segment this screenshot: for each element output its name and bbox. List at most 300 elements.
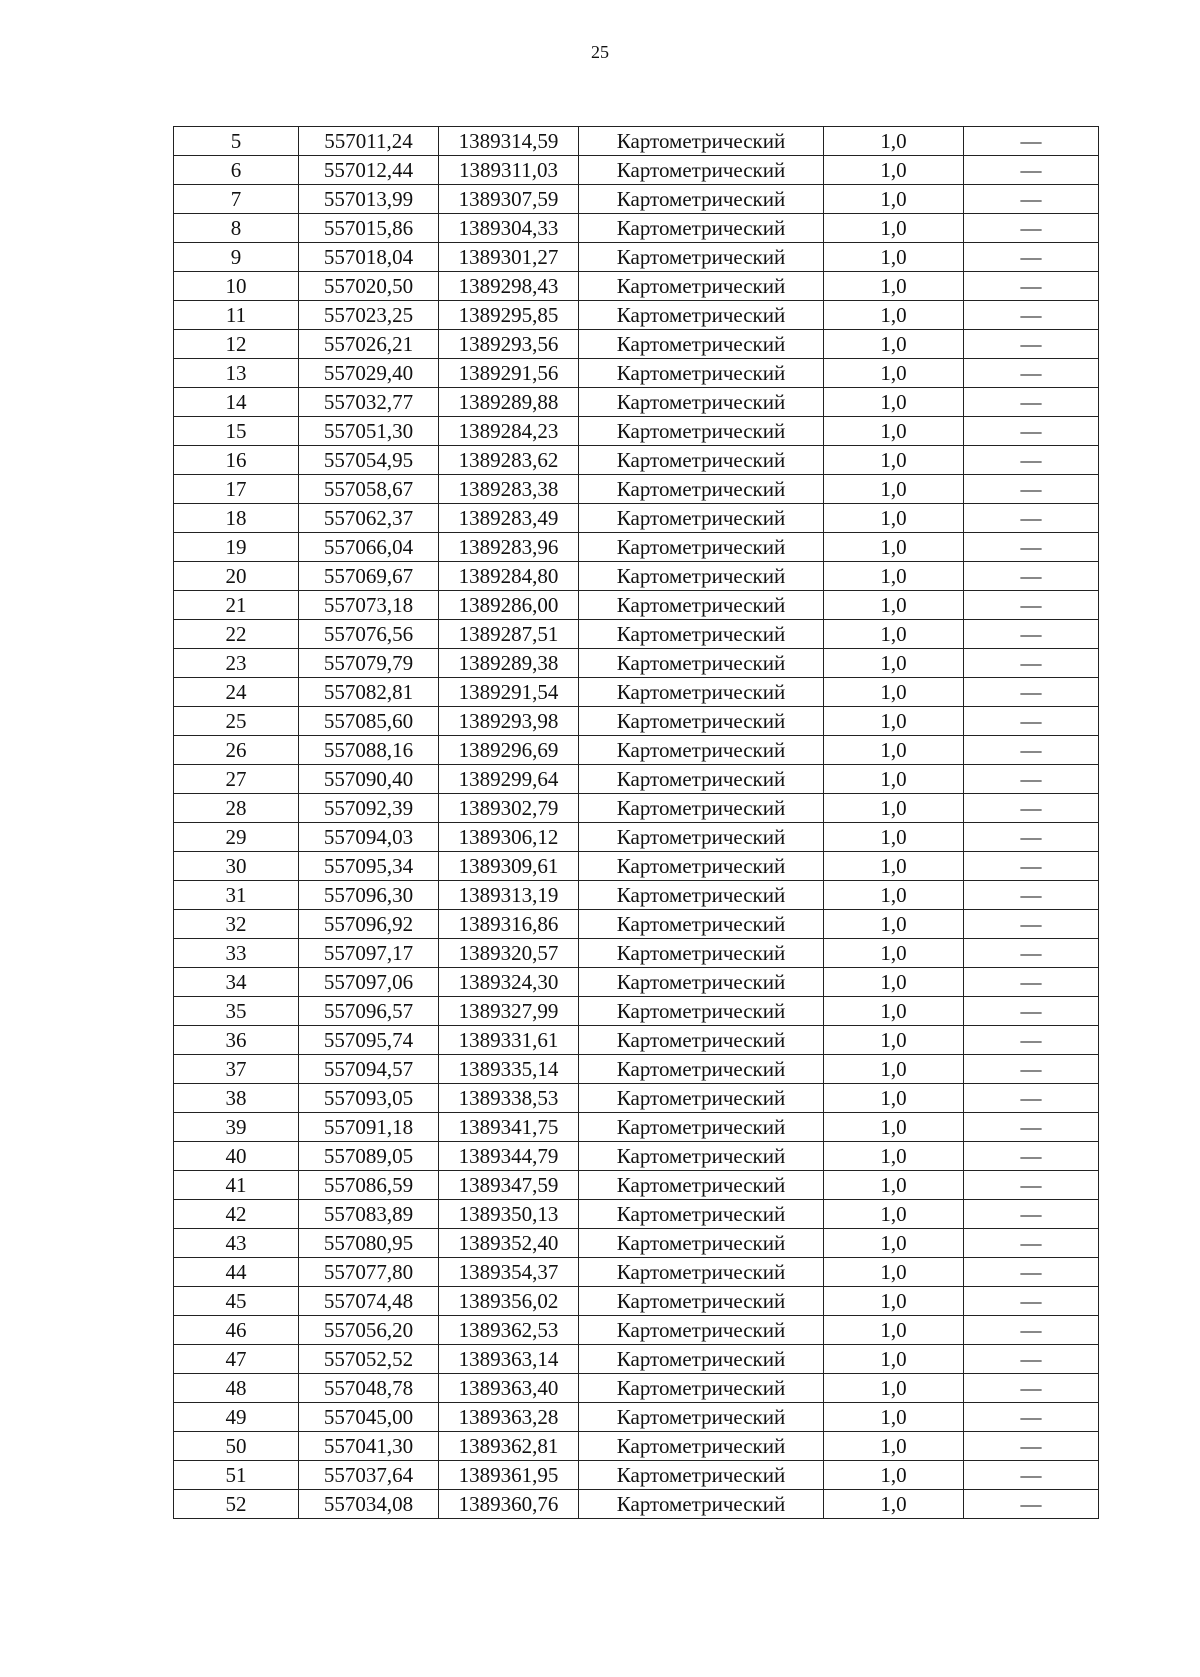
accuracy-cell: 1,0 bbox=[824, 504, 964, 533]
point-number-cell: 27 bbox=[174, 765, 299, 794]
x-coordinate-cell: 557026,21 bbox=[299, 330, 439, 359]
x-coordinate-cell: 557090,40 bbox=[299, 765, 439, 794]
accuracy-cell: 1,0 bbox=[824, 1055, 964, 1084]
y-coordinate-cell: 1389341,75 bbox=[439, 1113, 579, 1142]
accuracy-cell: 1,0 bbox=[824, 1084, 964, 1113]
description-cell: — bbox=[964, 1316, 1099, 1345]
accuracy-cell: 1,0 bbox=[824, 562, 964, 591]
table-row bbox=[174, 939, 1099, 968]
x-coordinate-cell: 557041,30 bbox=[299, 1432, 439, 1461]
table-body bbox=[174, 127, 1099, 1519]
x-coordinate-cell: 557097,17 bbox=[299, 939, 439, 968]
table-row bbox=[174, 1432, 1099, 1461]
point-number-cell: 33 bbox=[174, 939, 299, 968]
table-row bbox=[174, 910, 1099, 939]
method-cell: Картометрический bbox=[579, 1345, 824, 1374]
x-coordinate-cell: 557076,56 bbox=[299, 620, 439, 649]
point-number-cell: 38 bbox=[174, 1084, 299, 1113]
method-cell: Картометрический bbox=[579, 1432, 824, 1461]
y-coordinate-cell: 1389284,23 bbox=[439, 417, 579, 446]
description-cell: — bbox=[964, 1287, 1099, 1316]
description-cell: — bbox=[964, 1490, 1099, 1519]
x-coordinate-cell: 557085,60 bbox=[299, 707, 439, 736]
table-row bbox=[174, 1055, 1099, 1084]
table-row bbox=[174, 1113, 1099, 1142]
x-coordinate-cell: 557083,89 bbox=[299, 1200, 439, 1229]
method-cell: Картометрический bbox=[579, 591, 824, 620]
table-row bbox=[174, 301, 1099, 330]
x-coordinate-cell: 557054,95 bbox=[299, 446, 439, 475]
table-row bbox=[174, 185, 1099, 214]
accuracy-cell: 1,0 bbox=[824, 765, 964, 794]
description-cell: — bbox=[964, 823, 1099, 852]
y-coordinate-cell: 1389286,00 bbox=[439, 591, 579, 620]
description-cell: — bbox=[964, 1258, 1099, 1287]
description-cell: — bbox=[964, 533, 1099, 562]
description-cell: — bbox=[964, 417, 1099, 446]
accuracy-cell: 1,0 bbox=[824, 243, 964, 272]
y-coordinate-cell: 1389363,14 bbox=[439, 1345, 579, 1374]
point-number-cell: 16 bbox=[174, 446, 299, 475]
method-cell: Картометрический bbox=[579, 1113, 824, 1142]
x-coordinate-cell: 557096,57 bbox=[299, 997, 439, 1026]
y-coordinate-cell: 1389289,88 bbox=[439, 388, 579, 417]
table-row bbox=[174, 475, 1099, 504]
table-row bbox=[174, 736, 1099, 765]
accuracy-cell: 1,0 bbox=[824, 301, 964, 330]
point-number-cell: 5 bbox=[174, 127, 299, 156]
method-cell: Картометрический bbox=[579, 446, 824, 475]
y-coordinate-cell: 1389344,79 bbox=[439, 1142, 579, 1171]
accuracy-cell: 1,0 bbox=[824, 185, 964, 214]
method-cell: Картометрический bbox=[579, 678, 824, 707]
x-coordinate-cell: 557018,04 bbox=[299, 243, 439, 272]
y-coordinate-cell: 1389293,98 bbox=[439, 707, 579, 736]
description-cell: — bbox=[964, 620, 1099, 649]
accuracy-cell: 1,0 bbox=[824, 823, 964, 852]
description-cell: — bbox=[964, 1374, 1099, 1403]
x-coordinate-cell: 557095,34 bbox=[299, 852, 439, 881]
point-number-cell: 47 bbox=[174, 1345, 299, 1374]
method-cell: Картометрический bbox=[579, 1142, 824, 1171]
method-cell: Картометрический bbox=[579, 1287, 824, 1316]
y-coordinate-cell: 1389316,86 bbox=[439, 910, 579, 939]
y-coordinate-cell: 1389289,38 bbox=[439, 649, 579, 678]
y-coordinate-cell: 1389307,59 bbox=[439, 185, 579, 214]
y-coordinate-cell: 1389309,61 bbox=[439, 852, 579, 881]
y-coordinate-cell: 1389360,76 bbox=[439, 1490, 579, 1519]
description-cell: — bbox=[964, 852, 1099, 881]
description-cell: — bbox=[964, 765, 1099, 794]
point-number-cell: 21 bbox=[174, 591, 299, 620]
description-cell: — bbox=[964, 968, 1099, 997]
point-number-cell: 18 bbox=[174, 504, 299, 533]
method-cell: Картометрический bbox=[579, 910, 824, 939]
y-coordinate-cell: 1389331,61 bbox=[439, 1026, 579, 1055]
y-coordinate-cell: 1389283,49 bbox=[439, 504, 579, 533]
accuracy-cell: 1,0 bbox=[824, 649, 964, 678]
point-number-cell: 25 bbox=[174, 707, 299, 736]
y-coordinate-cell: 1389314,59 bbox=[439, 127, 579, 156]
method-cell: Картометрический bbox=[579, 852, 824, 881]
accuracy-cell: 1,0 bbox=[824, 591, 964, 620]
y-coordinate-cell: 1389283,38 bbox=[439, 475, 579, 504]
point-number-cell: 9 bbox=[174, 243, 299, 272]
point-number-cell: 49 bbox=[174, 1403, 299, 1432]
x-coordinate-cell: 557023,25 bbox=[299, 301, 439, 330]
method-cell: Картометрический bbox=[579, 707, 824, 736]
method-cell: Картометрический bbox=[579, 736, 824, 765]
x-coordinate-cell: 557095,74 bbox=[299, 1026, 439, 1055]
y-coordinate-cell: 1389283,96 bbox=[439, 533, 579, 562]
y-coordinate-cell: 1389327,99 bbox=[439, 997, 579, 1026]
point-number-cell: 30 bbox=[174, 852, 299, 881]
description-cell: — bbox=[964, 330, 1099, 359]
point-number-cell: 39 bbox=[174, 1113, 299, 1142]
table-row bbox=[174, 1026, 1099, 1055]
x-coordinate-cell: 557093,05 bbox=[299, 1084, 439, 1113]
description-cell: — bbox=[964, 214, 1099, 243]
y-coordinate-cell: 1389298,43 bbox=[439, 272, 579, 301]
x-coordinate-cell: 557011,24 bbox=[299, 127, 439, 156]
x-coordinate-cell: 557015,86 bbox=[299, 214, 439, 243]
accuracy-cell: 1,0 bbox=[824, 968, 964, 997]
method-cell: Картометрический bbox=[579, 1171, 824, 1200]
point-number-cell: 28 bbox=[174, 794, 299, 823]
description-cell: — bbox=[964, 1200, 1099, 1229]
y-coordinate-cell: 1389361,95 bbox=[439, 1461, 579, 1490]
method-cell: Картометрический bbox=[579, 388, 824, 417]
table-row bbox=[174, 794, 1099, 823]
method-cell: Картометрический bbox=[579, 214, 824, 243]
description-cell: — bbox=[964, 591, 1099, 620]
method-cell: Картометрический bbox=[579, 127, 824, 156]
description-cell: — bbox=[964, 1084, 1099, 1113]
description-cell: — bbox=[964, 301, 1099, 330]
table-row bbox=[174, 1461, 1099, 1490]
point-number-cell: 45 bbox=[174, 1287, 299, 1316]
method-cell: Картометрический bbox=[579, 504, 824, 533]
table-row bbox=[174, 1084, 1099, 1113]
x-coordinate-cell: 557089,05 bbox=[299, 1142, 439, 1171]
x-coordinate-cell: 557056,20 bbox=[299, 1316, 439, 1345]
table-row bbox=[174, 1374, 1099, 1403]
point-number-cell: 22 bbox=[174, 620, 299, 649]
x-coordinate-cell: 557048,78 bbox=[299, 1374, 439, 1403]
table-row bbox=[174, 330, 1099, 359]
point-number-cell: 19 bbox=[174, 533, 299, 562]
x-coordinate-cell: 557073,18 bbox=[299, 591, 439, 620]
y-coordinate-cell: 1389295,85 bbox=[439, 301, 579, 330]
x-coordinate-cell: 557066,04 bbox=[299, 533, 439, 562]
description-cell: — bbox=[964, 272, 1099, 301]
x-coordinate-cell: 557037,64 bbox=[299, 1461, 439, 1490]
table-row bbox=[174, 1142, 1099, 1171]
accuracy-cell: 1,0 bbox=[824, 446, 964, 475]
description-cell: — bbox=[964, 1432, 1099, 1461]
y-coordinate-cell: 1389302,79 bbox=[439, 794, 579, 823]
table-row bbox=[174, 446, 1099, 475]
method-cell: Картометрический bbox=[579, 649, 824, 678]
x-coordinate-cell: 557012,44 bbox=[299, 156, 439, 185]
point-number-cell: 12 bbox=[174, 330, 299, 359]
accuracy-cell: 1,0 bbox=[824, 533, 964, 562]
y-coordinate-cell: 1389362,53 bbox=[439, 1316, 579, 1345]
description-cell: — bbox=[964, 794, 1099, 823]
point-number-cell: 6 bbox=[174, 156, 299, 185]
method-cell: Картометрический bbox=[579, 1200, 824, 1229]
method-cell: Картометрический bbox=[579, 1055, 824, 1084]
point-number-cell: 20 bbox=[174, 562, 299, 591]
y-coordinate-cell: 1389306,12 bbox=[439, 823, 579, 852]
description-cell: — bbox=[964, 243, 1099, 272]
accuracy-cell: 1,0 bbox=[824, 794, 964, 823]
method-cell: Картометрический bbox=[579, 272, 824, 301]
x-coordinate-cell: 557096,92 bbox=[299, 910, 439, 939]
description-cell: — bbox=[964, 475, 1099, 504]
y-coordinate-cell: 1389352,40 bbox=[439, 1229, 579, 1258]
y-coordinate-cell: 1389291,54 bbox=[439, 678, 579, 707]
accuracy-cell: 1,0 bbox=[824, 1461, 964, 1490]
x-coordinate-cell: 557029,40 bbox=[299, 359, 439, 388]
description-cell: — bbox=[964, 446, 1099, 475]
description-cell: — bbox=[964, 388, 1099, 417]
table-row bbox=[174, 852, 1099, 881]
y-coordinate-cell: 1389347,59 bbox=[439, 1171, 579, 1200]
x-coordinate-cell: 557092,39 bbox=[299, 794, 439, 823]
point-number-cell: 48 bbox=[174, 1374, 299, 1403]
table-row bbox=[174, 1403, 1099, 1432]
table-row bbox=[174, 968, 1099, 997]
table-row bbox=[174, 417, 1099, 446]
point-number-cell: 40 bbox=[174, 1142, 299, 1171]
accuracy-cell: 1,0 bbox=[824, 1287, 964, 1316]
method-cell: Картометрический bbox=[579, 794, 824, 823]
coordinates-table bbox=[173, 126, 1099, 1519]
x-coordinate-cell: 557062,37 bbox=[299, 504, 439, 533]
x-coordinate-cell: 557088,16 bbox=[299, 736, 439, 765]
point-number-cell: 52 bbox=[174, 1490, 299, 1519]
method-cell: Картометрический bbox=[579, 1229, 824, 1258]
x-coordinate-cell: 557051,30 bbox=[299, 417, 439, 446]
y-coordinate-cell: 1389356,02 bbox=[439, 1287, 579, 1316]
method-cell: Картометрический bbox=[579, 1403, 824, 1432]
method-cell: Картометрический bbox=[579, 1490, 824, 1519]
table-row bbox=[174, 765, 1099, 794]
table-row bbox=[174, 881, 1099, 910]
description-cell: — bbox=[964, 1113, 1099, 1142]
point-number-cell: 46 bbox=[174, 1316, 299, 1345]
point-number-cell: 32 bbox=[174, 910, 299, 939]
table-row bbox=[174, 1316, 1099, 1345]
x-coordinate-cell: 557097,06 bbox=[299, 968, 439, 997]
table-row bbox=[174, 649, 1099, 678]
method-cell: Картометрический bbox=[579, 562, 824, 591]
y-coordinate-cell: 1389324,30 bbox=[439, 968, 579, 997]
x-coordinate-cell: 557052,52 bbox=[299, 1345, 439, 1374]
method-cell: Картометрический bbox=[579, 939, 824, 968]
description-cell: — bbox=[964, 678, 1099, 707]
y-coordinate-cell: 1389350,13 bbox=[439, 1200, 579, 1229]
table-row bbox=[174, 272, 1099, 301]
accuracy-cell: 1,0 bbox=[824, 1026, 964, 1055]
x-coordinate-cell: 557091,18 bbox=[299, 1113, 439, 1142]
page-number: 25 bbox=[591, 42, 609, 62]
method-cell: Картометрический bbox=[579, 1374, 824, 1403]
method-cell: Картометрический bbox=[579, 823, 824, 852]
x-coordinate-cell: 557094,57 bbox=[299, 1055, 439, 1084]
accuracy-cell: 1,0 bbox=[824, 1490, 964, 1519]
description-cell: — bbox=[964, 185, 1099, 214]
point-number-cell: 41 bbox=[174, 1171, 299, 1200]
x-coordinate-cell: 557077,80 bbox=[299, 1258, 439, 1287]
method-cell: Картометрический bbox=[579, 475, 824, 504]
accuracy-cell: 1,0 bbox=[824, 1200, 964, 1229]
table-row bbox=[174, 127, 1099, 156]
table-row bbox=[174, 388, 1099, 417]
accuracy-cell: 1,0 bbox=[824, 1432, 964, 1461]
description-cell: — bbox=[964, 1171, 1099, 1200]
description-cell: — bbox=[964, 736, 1099, 765]
method-cell: Картометрический bbox=[579, 330, 824, 359]
accuracy-cell: 1,0 bbox=[824, 910, 964, 939]
x-coordinate-cell: 557069,67 bbox=[299, 562, 439, 591]
x-coordinate-cell: 557074,48 bbox=[299, 1287, 439, 1316]
accuracy-cell: 1,0 bbox=[824, 1316, 964, 1345]
point-number-cell: 37 bbox=[174, 1055, 299, 1084]
x-coordinate-cell: 557086,59 bbox=[299, 1171, 439, 1200]
accuracy-cell: 1,0 bbox=[824, 707, 964, 736]
point-number-cell: 10 bbox=[174, 272, 299, 301]
point-number-cell: 13 bbox=[174, 359, 299, 388]
y-coordinate-cell: 1389293,56 bbox=[439, 330, 579, 359]
method-cell: Картометрический bbox=[579, 1258, 824, 1287]
table-row bbox=[174, 156, 1099, 185]
x-coordinate-cell: 557079,79 bbox=[299, 649, 439, 678]
table-row bbox=[174, 1490, 1099, 1519]
table-row bbox=[174, 359, 1099, 388]
accuracy-cell: 1,0 bbox=[824, 620, 964, 649]
description-cell: — bbox=[964, 359, 1099, 388]
point-number-cell: 15 bbox=[174, 417, 299, 446]
y-coordinate-cell: 1389335,14 bbox=[439, 1055, 579, 1084]
table-row bbox=[174, 1287, 1099, 1316]
point-number-cell: 14 bbox=[174, 388, 299, 417]
point-number-cell: 34 bbox=[174, 968, 299, 997]
accuracy-cell: 1,0 bbox=[824, 359, 964, 388]
x-coordinate-cell: 557080,95 bbox=[299, 1229, 439, 1258]
y-coordinate-cell: 1389296,69 bbox=[439, 736, 579, 765]
method-cell: Картометрический bbox=[579, 1316, 824, 1345]
description-cell: — bbox=[964, 127, 1099, 156]
table-row bbox=[174, 591, 1099, 620]
description-cell: — bbox=[964, 707, 1099, 736]
table-row bbox=[174, 997, 1099, 1026]
table-row bbox=[174, 504, 1099, 533]
point-number-cell: 17 bbox=[174, 475, 299, 504]
accuracy-cell: 1,0 bbox=[824, 330, 964, 359]
accuracy-cell: 1,0 bbox=[824, 736, 964, 765]
method-cell: Картометрический bbox=[579, 620, 824, 649]
y-coordinate-cell: 1389311,03 bbox=[439, 156, 579, 185]
method-cell: Картометрический bbox=[579, 968, 824, 997]
method-cell: Картометрический bbox=[579, 1461, 824, 1490]
y-coordinate-cell: 1389320,57 bbox=[439, 939, 579, 968]
accuracy-cell: 1,0 bbox=[824, 156, 964, 185]
description-cell: — bbox=[964, 910, 1099, 939]
accuracy-cell: 1,0 bbox=[824, 272, 964, 301]
accuracy-cell: 1,0 bbox=[824, 1345, 964, 1374]
method-cell: Картометрический bbox=[579, 881, 824, 910]
accuracy-cell: 1,0 bbox=[824, 1171, 964, 1200]
y-coordinate-cell: 1389362,81 bbox=[439, 1432, 579, 1461]
x-coordinate-cell: 557058,67 bbox=[299, 475, 439, 504]
y-coordinate-cell: 1389299,64 bbox=[439, 765, 579, 794]
accuracy-cell: 1,0 bbox=[824, 678, 964, 707]
point-number-cell: 8 bbox=[174, 214, 299, 243]
table-row bbox=[174, 562, 1099, 591]
description-cell: — bbox=[964, 881, 1099, 910]
description-cell: — bbox=[964, 1461, 1099, 1490]
table-row bbox=[174, 620, 1099, 649]
method-cell: Картометрический bbox=[579, 156, 824, 185]
table-row bbox=[174, 243, 1099, 272]
description-cell: — bbox=[964, 649, 1099, 678]
table-row bbox=[174, 823, 1099, 852]
table-row bbox=[174, 1229, 1099, 1258]
accuracy-cell: 1,0 bbox=[824, 388, 964, 417]
table-row bbox=[174, 1200, 1099, 1229]
method-cell: Картометрический bbox=[579, 301, 824, 330]
x-coordinate-cell: 557082,81 bbox=[299, 678, 439, 707]
point-number-cell: 35 bbox=[174, 997, 299, 1026]
accuracy-cell: 1,0 bbox=[824, 127, 964, 156]
point-number-cell: 11 bbox=[174, 301, 299, 330]
x-coordinate-cell: 557045,00 bbox=[299, 1403, 439, 1432]
method-cell: Картометрический bbox=[579, 185, 824, 214]
point-number-cell: 29 bbox=[174, 823, 299, 852]
description-cell: — bbox=[964, 1055, 1099, 1084]
method-cell: Картометрический bbox=[579, 1026, 824, 1055]
table-row bbox=[174, 214, 1099, 243]
y-coordinate-cell: 1389283,62 bbox=[439, 446, 579, 475]
accuracy-cell: 1,0 bbox=[824, 475, 964, 504]
method-cell: Картометрический bbox=[579, 997, 824, 1026]
table-row bbox=[174, 678, 1099, 707]
method-cell: Картометрический bbox=[579, 243, 824, 272]
y-coordinate-cell: 1389313,19 bbox=[439, 881, 579, 910]
y-coordinate-cell: 1389287,51 bbox=[439, 620, 579, 649]
method-cell: Картометрический bbox=[579, 417, 824, 446]
table-row bbox=[174, 1258, 1099, 1287]
x-coordinate-cell: 557096,30 bbox=[299, 881, 439, 910]
description-cell: — bbox=[964, 997, 1099, 1026]
x-coordinate-cell: 557020,50 bbox=[299, 272, 439, 301]
description-cell: — bbox=[964, 1345, 1099, 1374]
table-row bbox=[174, 1345, 1099, 1374]
accuracy-cell: 1,0 bbox=[824, 852, 964, 881]
point-number-cell: 50 bbox=[174, 1432, 299, 1461]
point-number-cell: 24 bbox=[174, 678, 299, 707]
point-number-cell: 44 bbox=[174, 1258, 299, 1287]
description-cell: — bbox=[964, 156, 1099, 185]
accuracy-cell: 1,0 bbox=[824, 417, 964, 446]
accuracy-cell: 1,0 bbox=[824, 1142, 964, 1171]
description-cell: — bbox=[964, 1142, 1099, 1171]
description-cell: — bbox=[964, 1229, 1099, 1258]
x-coordinate-cell: 557013,99 bbox=[299, 185, 439, 214]
method-cell: Картометрический bbox=[579, 533, 824, 562]
